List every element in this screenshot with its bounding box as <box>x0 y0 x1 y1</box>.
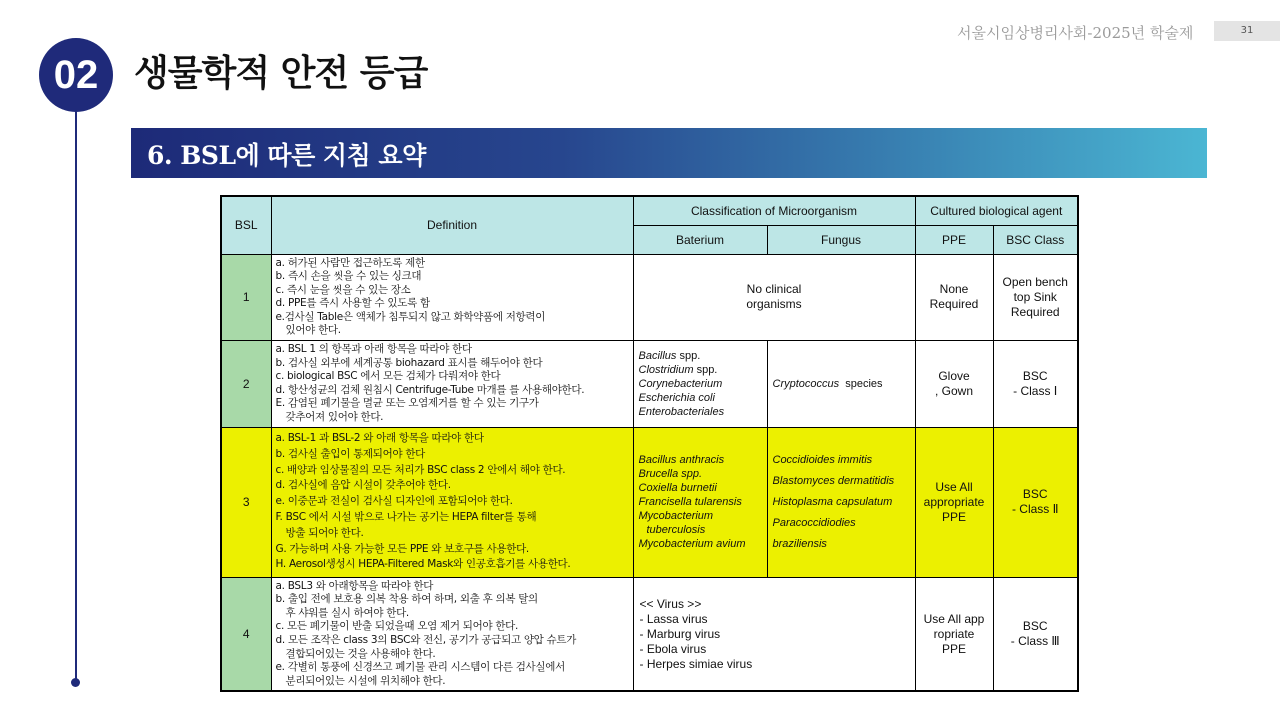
definition-line: 분리되어있는 시설에 위치해야 한다. <box>285 674 446 687</box>
bsc-cell <box>993 427 1078 577</box>
definition-line: e. 각별히 통풍에 신경쓰고 폐기물 관리 시스템이 다른 검사실에서 <box>275 661 565 674</box>
ppe-line: Use All app <box>923 611 985 626</box>
bacterium-entry: Mycobacterium avium <box>638 538 746 551</box>
organisms-cell <box>633 254 915 341</box>
bacterium-entry: tuberculosis <box>646 524 706 537</box>
ppe-line: None <box>939 282 969 297</box>
header-ppe: PPE <box>915 225 993 254</box>
definition-line: c. 배양과 임상물질의 모든 처리가 BSC class 2 안에서 해야 한다. <box>275 463 566 476</box>
definition-line: d. 검사실에 음압 시설이 갖추어야 한다. <box>275 479 451 492</box>
definition-line: a. BSL 1 의 항목과 아래 항목을 따라야 한다 <box>275 343 472 356</box>
organisms-cell <box>633 577 915 691</box>
bsc-cell <box>993 254 1078 341</box>
ppe-line: Required <box>929 297 979 312</box>
table-row <box>221 577 1078 691</box>
ppe-line: appropriate <box>923 494 985 509</box>
definition-line: c. biological BSC 에서 모든 검체가 다뤄져야 한다 <box>275 370 501 383</box>
definition-line: G. 가능하며 사용 가능한 모든 PPE 와 보호구를 사용한다. <box>275 542 529 555</box>
definition-line: d. PPE를 즉시 사용할 수 있도록 함 <box>275 297 430 310</box>
bsc-cell <box>993 341 1078 428</box>
definition-cell <box>271 427 633 577</box>
bsc-line: BSC <box>1022 619 1048 633</box>
fungus-entry: braziliensis <box>772 537 827 550</box>
society-label: 서울시임상병리사회-2025년 학술제 <box>957 24 1194 42</box>
definition-line: e. 이중문과 전실이 검사실 디자인에 포함되어야 한다. <box>275 495 513 508</box>
ppe-cell <box>915 577 993 691</box>
header-definition: Definition <box>271 196 633 254</box>
bsc-line: - Class Ⅰ <box>1013 383 1058 398</box>
header-fungus: Fungus <box>767 225 915 254</box>
definition-line: d. 모든 조작은 class 3의 BSC와 전신, 공기가 공급되고 양압 슈트가 <box>275 634 577 646</box>
ppe-line: Glove <box>938 368 970 383</box>
definition-line: H. Aerosol생성시 HEPA-Filtered Mask와 인공호흡기를 사용한다. <box>275 558 571 571</box>
definition-line: c. 즉시 눈을 씻을 수 있는 장소 <box>275 283 411 296</box>
bacterium-entry: Brucella spp. <box>638 468 703 481</box>
bacterium-cell <box>633 427 767 577</box>
ppe-line: , Gown <box>934 383 973 398</box>
fungus-cell <box>767 427 915 577</box>
fungus-entry: Paracoccidiodies <box>772 516 856 529</box>
page-title: 생물학적 안전 등급 <box>134 53 428 94</box>
ppe-line: PPE <box>941 509 966 524</box>
ppe-line: Use All <box>935 479 973 494</box>
ppe-cell <box>915 254 993 341</box>
fungus-entry: Coccidioides immitis <box>772 453 873 466</box>
definition-line: E. 감염된 폐기물을 멸균 또는 오염제거를 할 수 있는 기구가 <box>275 397 539 410</box>
bsc-cell <box>993 577 1078 691</box>
bsl-level: 4 <box>221 577 271 691</box>
virus-entry: - Ebola virus <box>639 641 707 656</box>
bacterium-entry: Clostridium spp. <box>638 363 718 376</box>
header-cultured: Cultured biological agent <box>915 196 1078 225</box>
definition-line: 방출 되어야 한다. <box>285 526 364 539</box>
definition-cell <box>271 254 633 341</box>
section-banner <box>131 128 1207 178</box>
bacterium-entry: Francisella tularensis <box>638 496 742 509</box>
bacterium-entry: Corynebacterium <box>638 377 723 390</box>
bsl-level: 2 <box>221 341 271 428</box>
bsc-line: - Class Ⅱ <box>1011 502 1059 517</box>
definition-line: a. 허가된 사람만 접근하도록 제한 <box>275 256 425 269</box>
definition-line: b. 즉시 손을 씻을 수 있는 싱크대 <box>275 270 422 283</box>
banner-text: 6. BSL에 따른 지침 요약 <box>147 141 426 170</box>
definition-cell <box>271 577 633 691</box>
bsc-line: Open bench <box>1002 274 1068 289</box>
definition-line: 갖추어져 있어야 한다. <box>285 411 384 424</box>
definition-line: d. 항산성균의 검체 원침시 Centrifuge-Tube 마개를 를 사용해야한다. <box>275 383 585 396</box>
organisms-line: No clinical <box>746 282 802 297</box>
header-classification: Classification of Microorganism <box>633 196 915 225</box>
bsc-line: BSC <box>1022 368 1048 383</box>
timeline-dot <box>71 678 80 687</box>
definition-line: 결합되어있는 것을 사용해야 한다. <box>285 647 436 660</box>
definition-line: 후 샤워를 실시 하여야 한다. <box>285 606 409 619</box>
bacterium-cell <box>633 341 767 428</box>
fungus-entry: Blastomyces dermatitidis <box>772 474 895 487</box>
bsc-line: - Class Ⅲ <box>1010 634 1060 648</box>
definition-cell <box>271 341 633 428</box>
bsc-line: Required <box>1010 304 1060 319</box>
timeline-line <box>75 100 77 682</box>
definition-line: b. 출입 전에 보호용 의복 착용 하여 하며, 외출 후 의복 탈의 <box>275 593 538 606</box>
bsc-line: top Sink <box>1013 289 1057 304</box>
definition-line: e.검사실 Table은 액체가 침투되지 않고 화학약품에 저항력이 <box>275 310 546 323</box>
bacterium-entry: Mycobacterium <box>638 510 714 523</box>
bsc-line: BSC <box>1022 487 1048 502</box>
bsl-level: 3 <box>221 427 271 577</box>
definition-line: F. BSC 에서 시설 밖으로 나가는 공기는 HEPA filter를 통해 <box>275 511 537 524</box>
virus-entry: << Virus >> <box>639 596 702 611</box>
bacterium-entry: Escherichia coli <box>638 391 715 404</box>
virus-entry: - Herpes simiae virus <box>639 656 753 671</box>
virus-entry: - Marburg virus <box>639 626 721 641</box>
bacterium-entry: Enterobacteriales <box>638 405 725 418</box>
organisms-line: organisms <box>746 297 802 312</box>
table-row <box>221 341 1078 428</box>
ppe-line: ropriate <box>933 626 975 641</box>
bacterium-entry: Bacillus spp. <box>638 349 701 362</box>
bsl-guideline-table <box>220 195 1079 692</box>
fungus-entry: Histoplasma capsulatum <box>772 495 893 508</box>
header-bsl: BSL <box>221 196 271 254</box>
virus-entry: - Lassa virus <box>639 611 708 626</box>
definition-line: a. BSL3 와 아래항목을 따라야 한다 <box>275 579 434 592</box>
header-bsc-class: BSC Class <box>993 225 1078 254</box>
bacterium-entry: Coxiella burnetii <box>638 482 717 495</box>
bsl-level: 1 <box>221 254 271 341</box>
header-bacterium: Baterium <box>633 225 767 254</box>
table-row <box>221 427 1078 577</box>
definition-line: 있어야 한다. <box>285 324 341 337</box>
section-number-badge: 02 <box>39 38 113 112</box>
fungus-cell <box>767 341 915 428</box>
definition-line: a. BSL-1 과 BSL-2 와 아래 항목을 따라야 한다 <box>275 432 484 445</box>
definition-line: b. 검사실 외부에 세계공통 biohazard 표시를 해두어야 한다 <box>275 356 543 369</box>
page-number: 31 <box>1214 21 1280 41</box>
ppe-cell <box>915 341 993 428</box>
bacterium-entry: Bacillus anthracis <box>638 454 725 467</box>
ppe-cell <box>915 427 993 577</box>
ppe-line: PPE <box>941 641 966 656</box>
table-row <box>221 254 1078 341</box>
definition-line: c. 모든 폐기물이 반출 되었을때 오염 제거 되어야 한다. <box>275 620 519 633</box>
fungus-entry: Cryptococcus species <box>772 377 883 390</box>
definition-line: b. 검사실 출입이 통제되어야 한다 <box>275 447 426 460</box>
